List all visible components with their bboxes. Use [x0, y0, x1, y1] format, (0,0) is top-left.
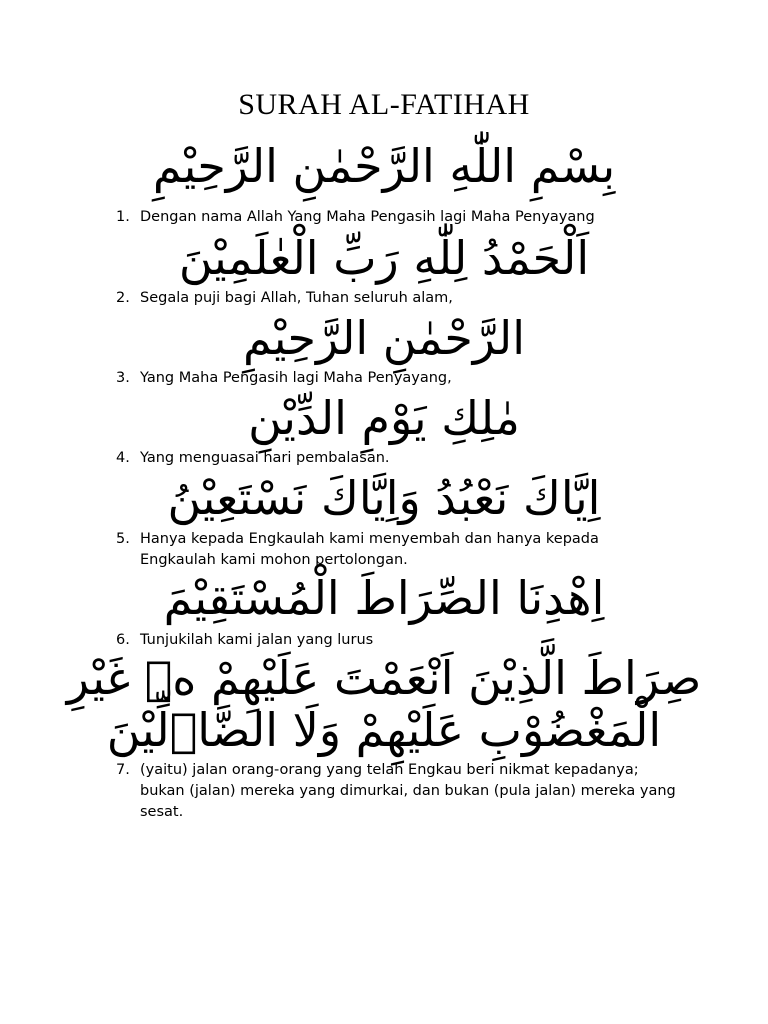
translation-text: Yang menguasai hari pembalasan. [140, 450, 390, 466]
arabic-verse-4: مٰلِكِ يَوْمِ الدِّيْنِ [248, 391, 520, 445]
translation-text: (yaitu) jalan orang-orang yang telah Engkau beri nikmat kepadanya; bukan (jalan) mereka yang dimurkai, dan bukan (pula jalan) mereka yang sesat. [140, 762, 676, 820]
verse-number: 5. [116, 531, 130, 547]
verse-number: 1. [116, 209, 130, 225]
verse-number: 3. [116, 370, 130, 386]
verse-number: 6. [116, 632, 130, 648]
translation-4 [116, 448, 676, 469]
translation-3 [116, 368, 676, 389]
arabic-verse-2: اَلْحَمْدُ لِلّٰهِ رَبِّ الْعٰلَمِيْنَ [178, 231, 590, 285]
verse-number: 2. [116, 290, 130, 306]
translation-text: Dengan nama Allah Yang Maha Pengasih lagi Maha Penyayang [140, 209, 595, 225]
arabic-verse-5: اِيَّاكَ نَعْبُدُ وَاِيَّاكَ نَسْتَعِيْنُ [167, 471, 601, 525]
translation-text: Hanya kepada Engkaulah kami menyembah dan hanya kepada Engkaulah kami mohon pertolongan. [140, 531, 599, 568]
arabic-verse-7-line-2: الْمَغْضُوْبِ عَلَيْهِمْ وَلَا الضَّاۤلِّيْنَ [106, 703, 662, 757]
translation-text: Yang Maha Pengasih lagi Maha Penyayang, [140, 370, 452, 386]
arabic-verse-3: الرَّحْمٰنِ الرَّحِيْمِ [243, 311, 525, 365]
translation-text: Tunjukilah kami jalan yang lurus [140, 632, 374, 648]
translation-6 [116, 630, 676, 651]
arabic-verse-7-line-1: صِرَاطَ الَّذِيْنَ اَنْعَمْتَ عَلَيْهِمْ ەۙ غَيْرِ [66, 651, 702, 705]
translation-7 [116, 760, 676, 823]
arabic-verse-1: بِسْمِ اللّٰهِ الرَّحْمٰنِ الرَّحِيْمِ [152, 139, 616, 193]
translation-1 [116, 207, 676, 228]
page-title: SURAH AL-FATIHAH [238, 88, 530, 121]
arabic-verse-6: اِهْدِنَا الصِّرَاطَ الْمُسْتَقِيْمَ [163, 571, 605, 625]
translation-2 [116, 288, 676, 309]
verse-number: 7. [116, 762, 130, 778]
translation-5 [116, 529, 676, 571]
translation-text: Segala puji bagi Allah, Tuhan seluruh alam, [140, 290, 453, 306]
verse-number: 4. [116, 450, 130, 466]
